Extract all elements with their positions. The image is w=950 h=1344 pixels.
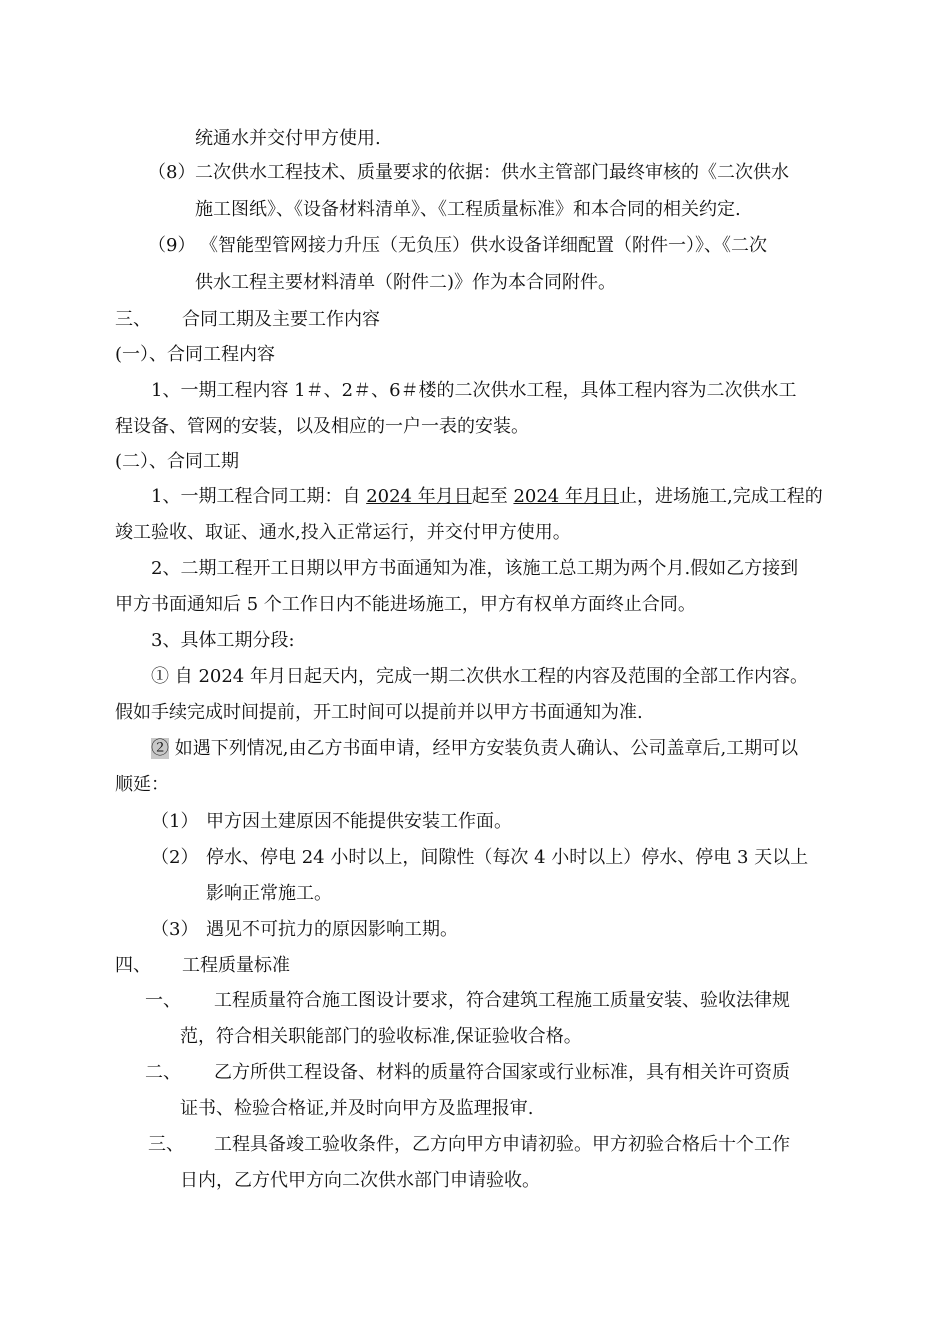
quality1-line2: 范，符合相关职能部门的验收标准,保证验收合格。	[180, 1026, 582, 1047]
quality2-line1: 乙方所供工程设备、材料的质量符合国家或行业标准，具有相关许可资质	[214, 1062, 790, 1083]
item9-line1: 《智能型管网接力升压（无负压）供水设备详细配置（附件一）》、《二次	[200, 235, 767, 256]
para1-line2: 程设备、管网的安装，以及相应的一户一表的安装。	[115, 416, 529, 437]
para2-line1	[151, 485, 823, 509]
section3-number: 三、	[115, 309, 151, 330]
quality2-line2: 证书、检验合格证,并及时向甲方及监理报审.	[180, 1098, 534, 1119]
clause1-line2: 假如手续完成时间提前，开工时间可以提前并以甲方书面通知为准.	[115, 702, 643, 723]
clause2-line2: 顺延：	[115, 774, 169, 795]
quality2-number: 二、	[145, 1062, 181, 1083]
para3-line1: 2、二期工程开工日期以甲方书面通知为准，该施工总工期为两个月.假如乙方接到	[151, 558, 799, 579]
start-date: 2024 年月日	[366, 486, 472, 507]
exception2-line2: 影响正常施工。	[206, 883, 332, 904]
para2-text-a: 1、一期工程合同工期：自	[151, 486, 367, 507]
quality3-number: 三、	[148, 1134, 184, 1155]
para2-text-b: 起至	[471, 486, 514, 507]
exception3-number: （3）	[151, 919, 199, 940]
section4-number: 四、	[115, 955, 151, 976]
clause2-line1	[151, 737, 798, 761]
quality1-number: 一、	[145, 990, 181, 1011]
para2-text-c: 止，进场施工,完成工程的	[618, 486, 823, 507]
quality3-line2: 日内，乙方代甲方向二次供水部门申请验收。	[180, 1170, 540, 1191]
exception2-line1: 停水、停电 24 小时以上，间隙性（每次 4 小时以上）停水、停电 3 天以上	[206, 847, 809, 868]
section4-title: 工程质量标准	[182, 955, 290, 976]
clause2-text: 如遇下列情况,由乙方书面申请，经甲方安装负责人确认、公司盖章后,工期可以	[169, 738, 799, 759]
item8-line2: 施工图纸》、《设备材料清单》、《工程质量标准》和本合同的相关约定.	[195, 199, 741, 220]
end-date: 2024 年月日	[513, 486, 619, 507]
item7-continuation: 统通水并交付甲方使用.	[195, 128, 381, 149]
para2-line2: 竣工验收、取证、通水,投入正常运行，并交付甲方使用。	[115, 522, 571, 543]
section3-sub1: (一）、合同工程内容	[115, 344, 276, 365]
item8-line1: 二次供水工程技术、质量要求的依据：供水主管部门最终审核的《二次供水	[195, 162, 789, 183]
item8-number: （8）	[148, 162, 196, 183]
exception1-number: （1）	[151, 811, 199, 832]
section3-sub2: (二）、合同工期	[115, 451, 240, 472]
quality1-line1: 工程质量符合施工图设计要求，符合建筑工程施工质量安装、验收法律规	[214, 990, 790, 1011]
para1-line1: 1、一期工程内容 1＃、2＃、6＃楼的二次供水工程，具体工程内容为二次供水工	[151, 380, 797, 401]
exception3-text: 遇见不可抗力的原因影响工期。	[206, 919, 458, 940]
section3-title: 合同工期及主要工作内容	[182, 309, 380, 330]
item9-number: （9）	[148, 235, 196, 256]
exception2-number: （2）	[151, 847, 199, 868]
para4: 3、具体工期分段:	[151, 630, 295, 651]
clause1-line1: ① 自 2024 年月日起天内，完成一期二次供水工程的内容及范围的全部工作内容。	[151, 666, 808, 687]
exception1-text: 甲方因土建原因不能提供安装工作面。	[206, 811, 512, 832]
quality3-line1: 工程具备竣工验收条件，乙方向甲方申请初验。甲方初验合格后十个工作	[214, 1134, 790, 1155]
para3-line2: 甲方书面通知后 5 个工作日内不能进场施工，甲方有权单方面终止合同。	[115, 594, 696, 615]
item9-line2: 供水工程主要材料清单（附件二)》作为本合同附件。	[195, 272, 617, 293]
clause2-marker: ②	[151, 738, 169, 759]
